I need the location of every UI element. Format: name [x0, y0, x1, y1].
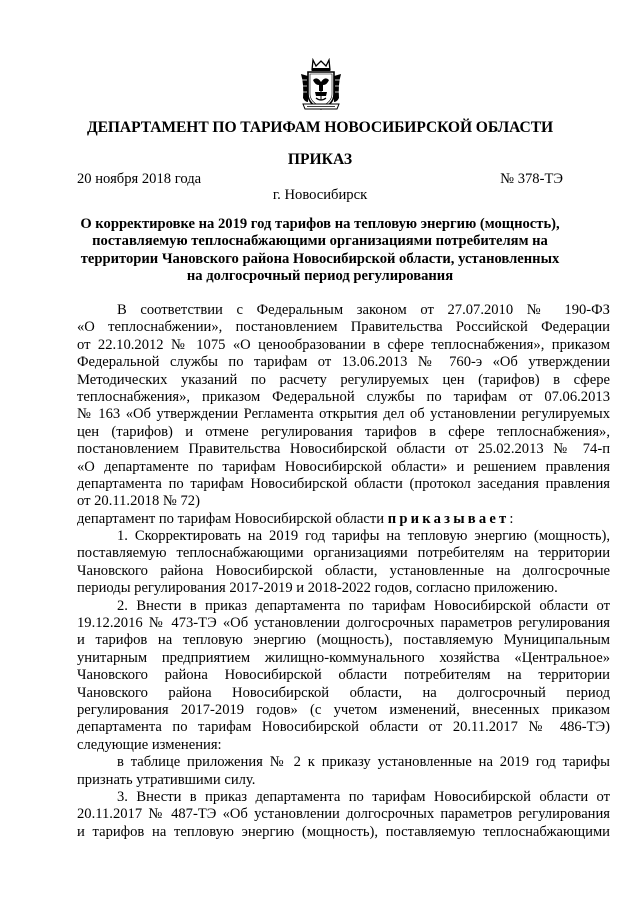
decree-line [77, 511, 610, 528]
item1-line: поставляемую теплоснабжающими организациями потребителям на территории [77, 545, 610, 562]
item1-line: периоды регулирования 2017-2019 и 2018-2022 годов, согласно приложению. [77, 580, 558, 597]
document-type: ПРИКАЗ [287, 151, 353, 168]
item3-line: 3. Внести в приказ департамента по тарифам Новосибирской области от [117, 788, 610, 805]
item2-line: Чановского района Новосибирской области, на долгосрочный период [77, 684, 610, 701]
item2-line: и тарифов на тепловую энергию (мощность), поставляемую Муниципальным [77, 632, 610, 649]
item2-line: 19.12.2016 № 473-ТЭ «Об установлении долгосрочных параметров регулирования [77, 615, 610, 632]
decree-colon: : [509, 510, 514, 527]
subject-line: поставляемую теплоснабжающими организациями потребителям на [92, 233, 548, 250]
preamble-line: «О департаменте по тарифам Новосибирской области» и решением правления [77, 458, 610, 475]
order-subject [80, 216, 560, 285]
subject-line: О корректировке на 2019 год тарифов на тепловую энергию (мощность), [80, 216, 560, 232]
coat-of-arms [299, 58, 343, 112]
item1-line: 1. Скорректировать на 2019 год тарифы на тепловую энергию (мощность), [117, 528, 610, 545]
preamble-line: В соответствии с Федеральным законом от 27.07.2010 № 190-ФЗ [117, 302, 610, 318]
item2-line: регулирования 2017-2019 годов» (с учетом изменений, внесенных приказом [77, 701, 610, 718]
subject-line: на долгосрочный период регулирования [186, 267, 454, 284]
preamble-line: цен (тарифов) и отмене регулирования тарифов в сфере теплоснабжения», [77, 423, 610, 440]
item2-line: Чановского района Новосибирской области потребителям на территории [77, 667, 610, 684]
item3-line: 20.11.2017 № 487-ТЭ «Об установлении долгосрочных параметров регулирования [77, 806, 610, 823]
preamble-line: № 163 «Об утверждении Регламента открытия дел об установлении регулируемых [77, 406, 610, 423]
decree-keyword: приказывает [387, 510, 510, 527]
preamble-line: «О теплоснабжении», постановлением Правительства Российской Федерации [77, 319, 610, 336]
order-date: 20 ноября 2018 года [77, 171, 202, 187]
item2-sub-line: в таблице приложения № 2 к приказу установленные на 2019 год тарифы [117, 754, 610, 771]
item2-line: департамента по тарифам Новосибирской области от 20.11.2017 № 486-ТЭ) [77, 719, 610, 736]
item2-line: унитарным предприятием жилищно-коммунального хозяйства «Центральное» [77, 649, 610, 666]
department-title: ДЕПАРТАМЕНТ ПО ТАРИФАМ НОВОСИБИРСКОЙ ОБЛАСТИ [86, 119, 554, 136]
preamble-line: департамента по тарифам Новосибирской области (протокол заседания правления [77, 475, 610, 492]
preamble-line: теплоснабжения», приказом Федеральной службы по тарифам от 07.06.2013 [77, 388, 610, 405]
item2-line: 2. Внести в приказ департамента по тарифам Новосибирской области от [117, 597, 610, 614]
preamble-line: Федеральной службы по тарифам от 13.06.2013 № 760-э «Об утверждении [77, 354, 610, 371]
item2-line: следующие изменения: [77, 736, 222, 753]
order-body [77, 302, 610, 841]
item3-line: и тарифов на тепловую энергию (мощность), поставляемую теплоснабжающими [77, 823, 610, 840]
order-number: № 378-ТЭ [500, 171, 563, 187]
preamble-line: Методических указаний по расчету регулируемых цен (тарифов) в сфере [77, 371, 610, 388]
item1-line: Чановского района Новосибирской области, установленные на долгосрочные [77, 562, 610, 579]
novosibirsk-coat-of-arms-icon [299, 58, 343, 112]
subject-line: территории Чановского района Новосибирской области, установленных [80, 250, 560, 267]
preamble-line: от 22.10.2012 № 1075 «О ценообразовании в сфере теплоснабжения», приказом [77, 336, 610, 353]
preamble-line: постановлением Правительства Новосибирской области от 25.02.2013 № 74-п [77, 441, 610, 458]
city: г. Новосибирск [272, 187, 368, 203]
preamble-line: от 20.11.2018 № 72) [77, 493, 200, 510]
item2-sub-line: признать утратившими силу. [77, 771, 256, 788]
decree-text: департамент по тарифам Новосибирской области [77, 510, 385, 527]
